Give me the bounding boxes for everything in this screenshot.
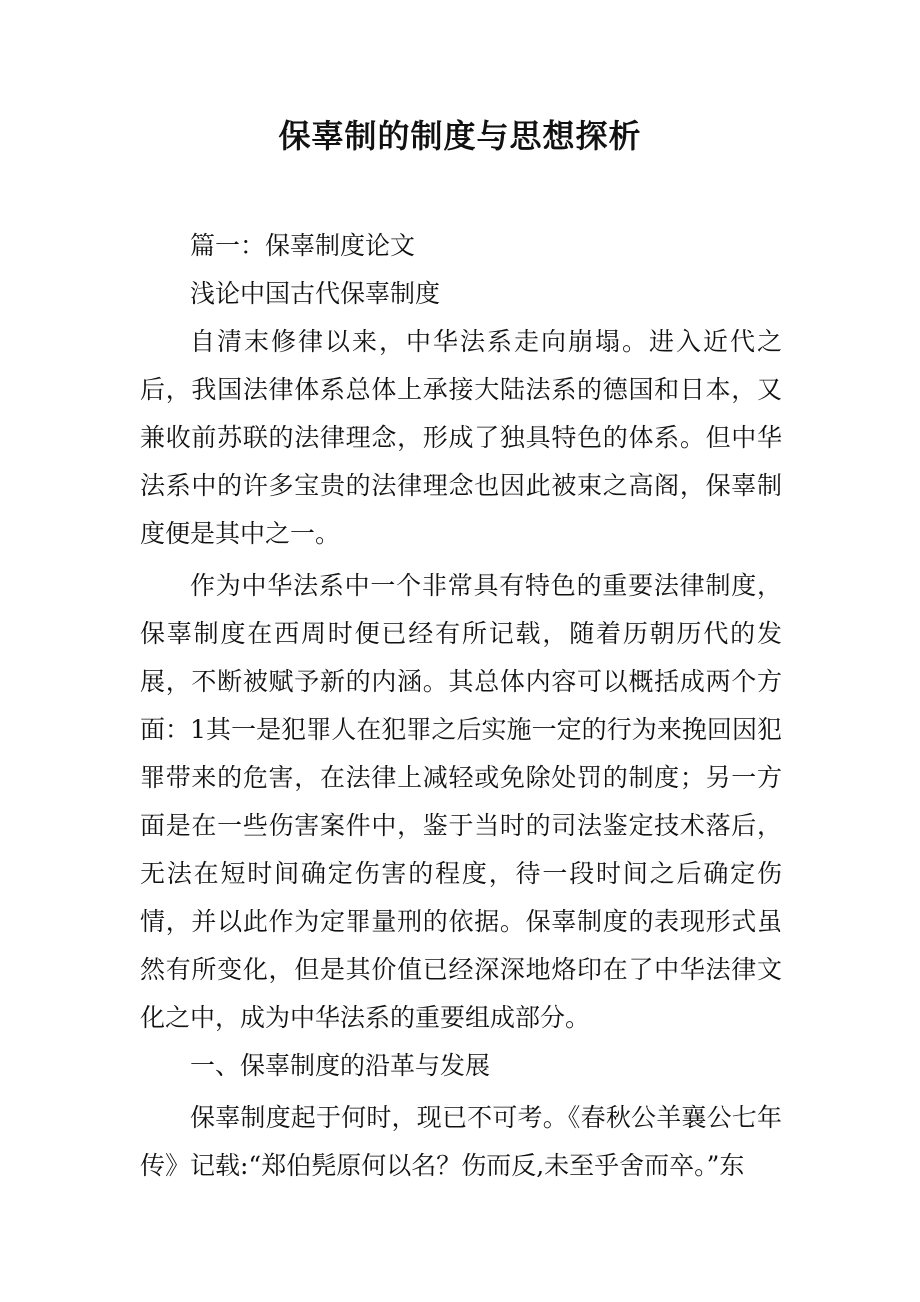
paragraph-history: 保辜制度起于何时，现已不可考。《春秋公羊襄公七年传》记载:“郑伯髡原何以名？伤而反,未至乎舍而卒。”东 [140, 1103, 782, 1180]
paragraph-overview: 作为中华法系中一个非常具有特色的重要法律制度，保辜制度在西周时便已经有所记载，随着历朝历代的发展，不断被赋予新的内涵。其总体内容可以概括成两个方面：1其一是犯罪人在犯罪之后实施一定的行为来挽回因犯罪带来的危害，在法律上减轻或免除处罚的制度；另一方面是在一些伤害案件中，鉴于当时的司法鉴定技术落后，无法在短时间确定伤害的程度，待一段时间之后确定伤情，并以此作为定罪量刑的依据。保辜制度的表现形式虽然有所变化，但是其价值已经深深地烙印在了中华法律文化之中，成为中华法系的重要组成部分。 [140, 571, 782, 1032]
section-heading-history: 一、保辜制度的沿革与发展 [190, 1051, 491, 1080]
article-subtitle: 浅论中国古代保辜制度 [190, 279, 441, 308]
document-body [140, 222, 782, 1190]
section-heading-part-one: 篇一：保辜制度论文 [190, 231, 416, 260]
document-title: 保辜制的制度与思想探析 [278, 117, 642, 155]
paragraph-intro: 自清末修律以来，中华法系走向崩塌。进入近代之后，我国法律体系总体上承接大陆法系的德国和日本，又兼收前苏联的法律理念，形成了独具特色的体系。但中华法系中的许多宝贵的法律理念也因此被束之高阁，保辜制度便是其中之一。 [140, 327, 782, 548]
